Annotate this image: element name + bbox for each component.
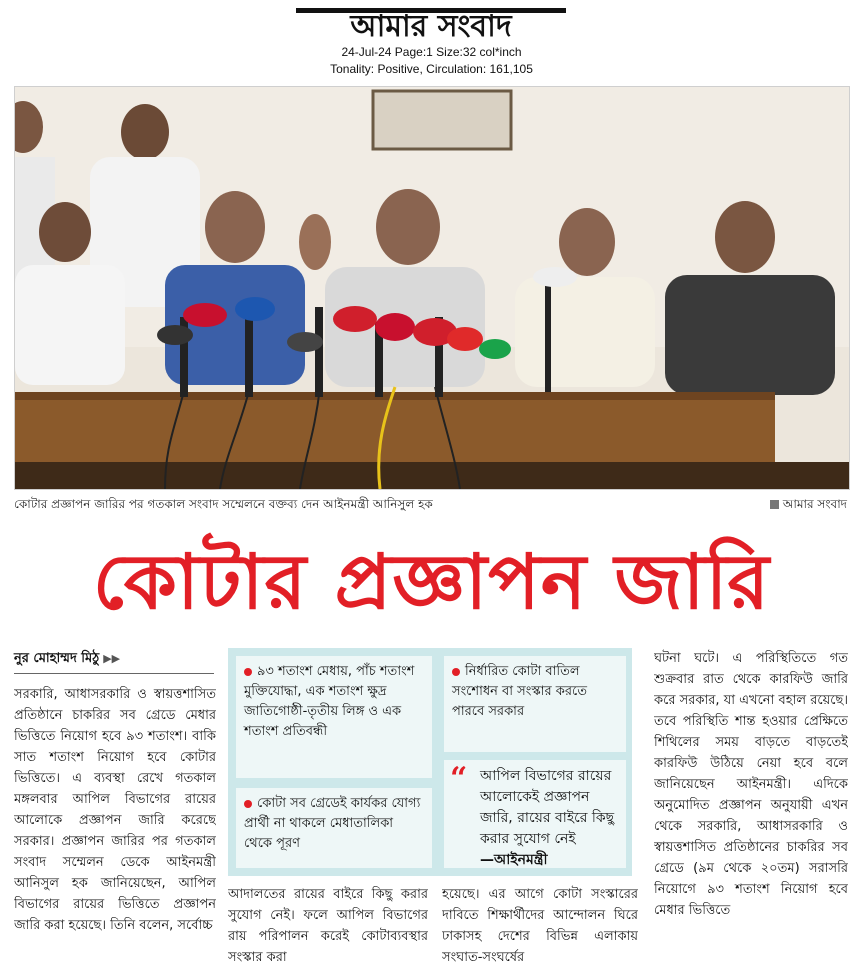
highlight-box-all-grades	[236, 788, 432, 868]
article-column-4: ঘটনা ঘটে। এ পরিস্থিতিতে গত শুক্রবার রাত থেকে কারফিউ জারি করে সরকার, যা এখনো বহাল রয়েছে। তবে পরিস্থিতি শান্ত হওয়ার প্রেক্ষিতে শিথিলের সময় বাড়তে বাড়তেই কারফিউ উঠিয়ে নেয়া হবে বলে জানিয়েছেন আইনমন্ত্রী। এদিকে অনুমোদিত প্রজ্ঞাপন অনুযায়ী এখন থেকে সরকারি, আধাসরকারি ও স্বায়ত্তশাসিত প্রতিষ্ঠানের চাকরির সব গ্রেডে (৯ম থেকে ২০তম) সরাসরি নিয়োগে ৯৩ শতাংশ নিয়োগ হবে মেধার ভিত্তিতে	[654, 651, 848, 918]
credit-square-icon	[770, 500, 779, 509]
article-column-1: সরকারি, আধাসরকারি ও স্বায়ত্তশাসিত প্রতিষ্ঠানে চাকরির সব গ্রেডে মেধার ভিত্তিতে নিয়োগ হবে ৯৩ শতাংশ। বাকি সাত শতাংশ নিয়োগ হবে কোটার ভিত্তিতে। এ ব্যবস্থা রেখে গতকাল মঙ্গলবার আপিল বিভাগের রায়ের আলোকে প্রজ্ঞাপন জারি করেছে সরকার। প্রজ্ঞাপন জারির পর গতকাল সংবাদ সম্মেলন ডেকে আইনমন্ত্রী আনিসুল হক জানিয়েছেন, আপিল বিভাগের রায়ের ভিত্তিতে প্রজ্ঞাপন জারি করা হয়েছে। তিনি বলেন, সর্বোচ্চ	[14, 687, 216, 933]
press-conference-photo	[14, 86, 850, 490]
byline-author: নুর মোহাম্মদ মিঠু	[14, 651, 100, 666]
quote-text: আপিল বিভাগের রায়ের আলোকেই প্রজ্ঞাপন জারি, রায়ের বাইরে কিছু করার সুযোগ নেই	[480, 768, 615, 847]
byline-divider	[14, 673, 214, 674]
clip-meta-date: 24-Jul-24 Page:1 Size:32 col*inch	[341, 45, 522, 59]
quote-mark-icon: “	[450, 761, 468, 796]
byline	[14, 649, 120, 670]
headline: কোটার প্রজ্ঞাপন জারি	[92, 537, 771, 626]
byline-arrows-icon: ▶▶	[103, 652, 121, 665]
bullet-dot-icon	[452, 668, 460, 676]
clip-meta-circulation: Tonality: Positive, Circulation: 161,105	[330, 62, 533, 76]
photo-credit	[770, 496, 847, 516]
article-column-3: হয়েছে। এর আগে কোটা সংস্কারের দাবিতে শিক্ষার্থীদের আন্দোলন ঘিরে ঢাকাসহ দেশের বিভিন্ন এলাকায় সংঘাত-সংঘর্ষের	[442, 887, 638, 965]
highlight-box-govt-power	[444, 656, 626, 752]
newspaper-logo	[296, 2, 566, 40]
bullet-dot-icon	[244, 800, 252, 808]
article-column-2: আদালতের রায়ের বাইরে কিছু করার সুযোগ নেই। ফলে আপিল বিভাগের রায় পরিপালন করেই কোটাব্যবস্থার সংস্কার করা	[228, 887, 428, 965]
photo-credit-label: আমার সংবাদ	[782, 497, 847, 511]
bullet-dot-icon	[244, 668, 252, 676]
quote-author: —আইনমন্ত্রী	[480, 852, 548, 868]
logo-text: আমার সংবাদ	[350, 9, 512, 40]
highlight-box-quote	[444, 760, 626, 868]
highlight-text-3: নির্ধারিত কোটা বাতিল সংশোধন বা সংস্কার করতে পারবে সরকার	[452, 664, 588, 719]
highlight-box-quota-split	[236, 656, 432, 778]
masthead	[0, 0, 863, 42]
photo-caption: কোটার প্রজ্ঞাপন জারির পর গতকাল সংবাদ সম্মেলনে বক্তব্য দেন আইনমন্ত্রী আনিসুল হক	[14, 497, 433, 511]
highlight-text-1: ৯৩ শতাংশ মেধায়, পাঁচ শতাংশ মুক্তিযোদ্ধা, এক শতাংশ ক্ষুদ্র জাতিগোষ্ঠী-তৃতীয় লিঙ্গ ও এক শতাংশ প্রতিবন্ধী	[244, 664, 415, 739]
highlight-text-2: কোটা সব গ্রেডেই কার্যকর যোগ্য প্রার্থী না থাকলে মেধাতালিকা থেকে পূরণ	[244, 796, 421, 851]
